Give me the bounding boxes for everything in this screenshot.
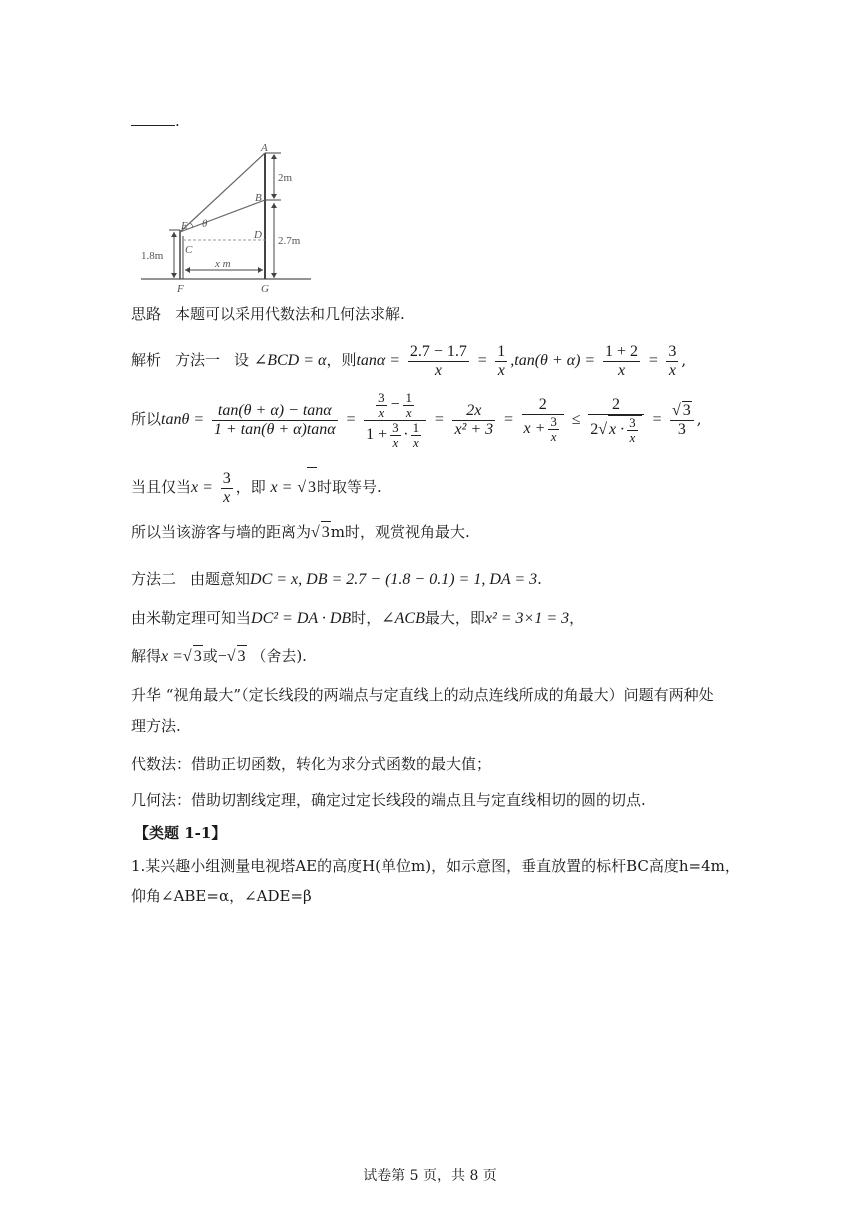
step2-den: x² + 3 [454,420,494,438]
blank-period: . [175,112,180,130]
step3-num: 2 [522,396,564,415]
s4-rad-frac [627,416,638,445]
s1db: 1 [412,419,420,435]
shenghua-line-2: 理方法. [131,717,181,735]
s1da: 3 [392,419,399,435]
set-text: 设 [234,351,250,369]
step4-den [588,415,643,445]
equality-line [131,467,382,508]
solve-or: 或 [202,647,218,665]
method1-line [131,340,686,381]
dim-ab-head-bot [271,194,277,199]
page-footer: 试卷第 5 页，共 8 页 [363,1168,497,1184]
solve-prefix: 解得 [131,647,162,665]
max-angle-line [131,521,470,544]
max-radicand: 3 [321,521,331,544]
s4rad: x [629,429,636,445]
equal-mid: ，即 [235,478,266,496]
equal-lhs: x = [191,479,213,496]
geometry-method: 几何法：借助切割线定理，确定过定长线段的端点且与定直线相切的圆的切点. [131,791,646,809]
step1-den-a [390,421,401,450]
miller-expr1: DC² = DA · DB [251,610,352,627]
dim-bg-head-bot [271,273,277,278]
dim-x-head-left [185,267,190,273]
silu-text: 本题可以采用代数法和几何法求解. [175,305,405,323]
dim-bg-head-top [271,203,277,208]
method2-label: 方法二 [131,570,177,588]
result-num [670,401,694,421]
label-e: E [181,220,188,232]
label-2-7m: 2.7m [278,235,301,247]
geometry-figure [131,140,321,295]
fraction-2-den: x [497,361,505,379]
problem-line-1: 1.某兴趣小组测量电视塔AE的高度H(单位m)，如示意图，垂直放置的标杆BC高度h=4m， [131,857,740,875]
jiexi-label: 解析 [131,351,162,369]
method2-line [131,568,542,591]
step3-fraction [522,396,564,444]
s3da: 3 [550,414,557,429]
miller-mid2: 最大，即 [424,609,485,627]
tan-alpha: tanα = [356,352,401,369]
s1nad: x [378,404,385,420]
eq-2: = [647,352,659,369]
miller-end: ， [569,609,585,627]
s3dad: x [550,429,557,444]
eq-3: = [345,411,357,428]
fraction-4-num: 3 [668,342,677,360]
label-theta: θ [202,218,208,230]
fraction-1-num: 2.7 − 1.7 [409,342,467,360]
miller-expr2: x² = 3×1 = 3 [484,610,570,627]
s1-dot: · [403,425,408,443]
eq-4: = [433,411,445,428]
label-2m: 2m [278,172,293,184]
blank-underline [131,125,175,126]
solve-neg: − [217,648,227,665]
equal-prefix: 当且仅当 [131,478,192,496]
s3-den-pre: x + [523,420,546,438]
tan-theta-chain [131,382,702,457]
tan-theta-lhs: tanθ = [161,411,205,428]
fraction-1 [408,343,469,380]
label-d: D [254,229,262,241]
step2-fraction [452,402,495,439]
sight-line-ea [180,153,265,232]
step1-num-a [376,391,387,420]
s4-radical: √ [598,420,608,438]
solve-radicand-2: 3 [237,645,247,668]
leq: ≤ [571,411,581,428]
step1-num [364,391,426,421]
s1-minus: − [389,395,401,413]
equal-frac-num: 3 [222,469,231,487]
then-text: ，则 [326,351,357,369]
miller-mid1: 时， [351,609,382,627]
similar-problem-title: 【类题 1-1】 [134,824,227,842]
s1dbd: x [412,434,419,450]
s4ra: 3 [629,414,636,430]
fraction-2 [495,343,507,380]
max-prefix: 所以当该游客与墙的距离为 [131,523,312,541]
big-fraction-den: 1 + tan(θ + α)tanα [213,420,336,438]
angle-bcd: ∠BCD = α [253,352,327,369]
dim-x-head-right [258,267,263,273]
max-suffix: 时，观赏视角最大. [345,523,470,541]
method2-end: . [537,570,542,588]
solve-expr: x = [161,648,183,665]
fraction-1-den: x [434,361,442,379]
solve-radicand-1: 3 [193,645,203,668]
step1-num-b [403,391,414,420]
result-fraction [670,401,694,439]
fraction-4-den: x [668,361,676,379]
s1nb: 1 [405,389,412,405]
result-radical: √ [672,402,681,419]
eq-5: = [502,411,514,428]
equal-suffix: 时取等号. [316,478,382,496]
silu-line [131,303,405,325]
label-1-8m: 1.8m [141,250,164,262]
step1-den [364,421,426,450]
tail-comma: , [696,410,702,428]
big-fraction [212,402,338,439]
label-f: F [177,283,184,295]
fraction-3-num: 1 + 2 [605,342,639,360]
dim-ef-head-top [171,232,177,237]
problem-line-2: 仰角∠ABE=α，∠ADE=β [131,887,312,905]
max-radical: √ [311,524,320,541]
step4-fraction [588,396,643,445]
method2-text: 由题意知 [190,570,251,588]
equal-radical: √ [297,479,306,496]
s4-den-pre: 2 [590,420,599,438]
answer-blank-line [131,112,180,130]
result-den: 3 [677,421,686,438]
s1-den-pre: 1 + [366,425,388,443]
eq-1: = [476,352,488,369]
step3-den [522,415,564,444]
fraction-3-den: x [617,361,626,379]
step1-fraction [364,391,426,450]
big-fraction-num: tan(θ + α) − tanα [212,402,338,421]
solve-line [131,645,307,668]
label-x-m: x m [215,258,231,270]
miller-prefix: 由米勒定理可知当 [131,609,252,627]
s4-rad-pre: x · [609,420,625,438]
algebra-method: 代数法：借助正切函数，转化为求分式函数的最大值； [131,755,492,773]
s1nbd: x [405,404,412,420]
fraction-4 [666,343,678,380]
tan-theta-alpha: ,tan(θ + α) = [510,352,596,369]
result-radicand: 3 [682,402,691,419]
label-b: B [255,192,262,204]
fraction-3 [603,343,640,380]
max-unit: m [330,523,346,541]
label-a: A [261,142,268,154]
dim-ef-head-bot [171,273,177,278]
equal-rhs: x = [270,479,293,496]
s1na: 3 [378,389,385,405]
miller-line [131,607,584,630]
so-prefix: 所以 [131,410,162,428]
equal-frac-den: x [223,488,231,506]
method2-expr: DC = x, DB = 2.7 − (1.8 − 0.1) = 1, DA = 3 [250,571,538,588]
step4-num: 2 [588,396,643,415]
shenghua-line-1: 升华 “视角最大”（定长线段的两端点与定直线上的动点连线所成的角最大）问题有两种处 [131,686,714,704]
silu-label: 思路 [131,305,162,323]
dim-ab-head-top [271,154,277,159]
s1dad: x [392,434,399,450]
equal-fraction [221,470,233,507]
miller-angle: ∠ACB [381,610,425,627]
label-c: C [185,244,193,256]
fraction-2-num: 1 [497,342,506,360]
solve-radical-1: √ [182,648,192,665]
eq-6: = [651,411,663,428]
solve-suffix: （舍去). [251,647,307,665]
method1-label: 方法一 [175,351,221,369]
s3-den-frac [548,415,559,444]
solve-radical-2: √ [226,648,236,665]
step2-num: 2x [452,402,495,421]
s4-radicand [608,415,642,445]
comma-1: , [681,351,687,369]
equal-radicand: 3 [307,467,317,508]
step1-den-b [411,421,422,450]
label-g: G [261,283,269,295]
